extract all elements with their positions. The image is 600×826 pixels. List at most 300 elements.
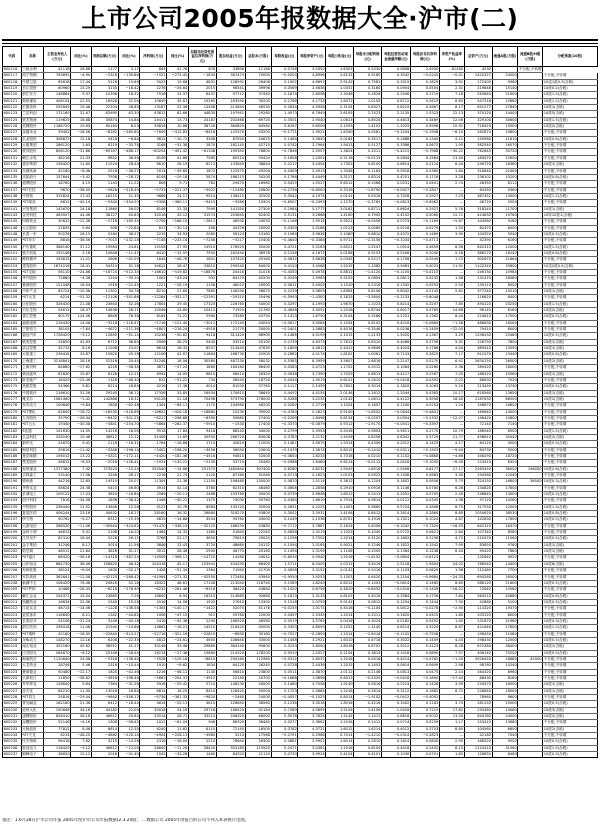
table-cell: 35790 [44,415,71,421]
table-cell: 9852 [91,155,118,161]
table-cell: 600138 [3,193,22,199]
table-cell: 128591 [216,79,245,85]
table-cell: 21.74 [167,473,189,479]
table-cell: −262.37 [167,422,189,428]
table-cell: 0.6104 [354,745,382,751]
table-cell: −198.44 [118,676,140,682]
table-cell: 62400 [245,212,271,218]
table-cell: 13000 [492,492,518,498]
table-cell: 2116 [91,441,118,447]
table-cell: −50.62 [167,333,189,339]
table-cell: −9340 [91,200,118,206]
table-cell: 0.1719 [410,92,439,98]
table-cell: 168730 [216,352,245,358]
table-cell: 10800 [492,415,518,421]
table-cell: 21770 [216,327,245,333]
table-cell: −7146 [140,238,167,244]
table-cell: 64170 [216,276,245,282]
table-cell: 11610 [492,136,518,142]
table-cell: 14080 [492,707,518,713]
table-cell: 22.13 [439,111,464,117]
table-cell: 763895 [44,73,71,79]
table-cell: 84000 [245,263,271,269]
table-cell: 1.5323 [410,111,439,117]
table-cell: 33896 [216,67,245,73]
table-cell: 213450 [464,384,492,390]
table-cell: 1.6750 [298,314,326,320]
table-cell: 航天机电 [21,250,44,256]
table-cell: 1012 [140,720,167,726]
table-cell: −0.0844 [382,409,411,415]
table-cell: 26320 [245,371,271,377]
table-cell: 1.0431 [326,86,354,92]
table-cell: 132640 [464,555,492,561]
table-cell: 600160 [3,301,22,307]
table-cell: 3816 [91,549,118,555]
table-cell: 黑龙股份 [21,460,44,466]
table-cell: 0.1362 [410,314,439,320]
table-cell: 0.8412 [354,511,382,517]
table-cell: 198870 [464,403,492,409]
table-cell: 26860 [188,511,216,517]
table-cell: 106420 [44,580,71,586]
table-cell: 10派1(含税) [543,371,598,377]
table-cell: 22.33 [167,206,189,212]
table-cell: 13650 [492,390,518,396]
table-cell: 326420 [44,301,71,307]
table-cell: 9418 [188,428,216,434]
table-cell: −0.1025 [298,695,326,701]
table-cell: 32000 [245,244,271,250]
table-cell: 12.43 [167,542,189,548]
table-cell: 10转10派1(含税) [543,212,598,218]
table-cell: 4812 [140,637,167,643]
table-cell: 38612 [91,434,118,440]
table-cell: −7649 [140,130,167,136]
table-cell: 0.9860 [354,504,382,510]
table-cell: 30600 [492,117,518,123]
table-cell: 4.8232 [298,466,326,472]
table-cell: 6108 [140,174,167,180]
table-cell: 1177 [91,67,118,73]
table-cell: 2.3154 [326,105,354,111]
table-cell: −0.4783 [271,409,298,415]
table-cell: 4216 [91,365,118,371]
table-cell: 0.1487 [271,441,298,447]
table-cell: 不分配,不转增 [543,555,598,561]
table-cell: 600195 [3,504,22,510]
table-cell: −28.35 [71,587,92,593]
table-cell: 18.52 [118,92,140,98]
table-cell: 1.0914 [382,244,411,250]
table-cell: −268.42 [118,574,140,580]
table-cell: −24.61 [167,637,189,643]
table-cell: −9.84 [71,403,92,409]
table-cell: 2.3199 [298,549,326,555]
table-cell: 600197 [3,517,22,523]
table-cell: 600199 [3,530,22,536]
table-cell: 21.33 [71,155,92,161]
table-cell: 0.1820 [382,384,411,390]
table-cell: −36.56 [71,238,92,244]
table-cell: −0.41 [439,73,464,79]
table-cell: 29.64 [118,714,140,720]
table-cell: 44.46 [71,212,92,218]
table-cell: 0.2808 [410,504,439,510]
table-cell: 10派2(含税) [543,308,598,314]
table-cell: 33810 [188,263,216,269]
table-cell: 1143 [91,181,118,187]
table-cell: 600180 [3,415,22,421]
table-cell: 12040 [492,473,518,479]
table-cell: 26.11 [118,536,140,542]
table-cell: 14000 [492,409,518,415]
table-cell: 0.0632 [271,257,298,263]
table-cell: 16570 [492,143,518,149]
table-cell: 112480 [464,568,492,574]
table-cell: 0.8280 [271,466,298,472]
table-cell: 2.5953 [298,428,326,434]
table-cell: −0.0278 [410,606,439,612]
table-cell: −271.32 [167,574,189,580]
table-cell: 70200 [492,650,518,656]
table-cell: 38.25 [167,339,189,345]
table-cell: 0.8812 [326,270,354,276]
table-cell: 16370 [492,523,518,529]
table-cell: 0.5385 [271,358,298,364]
table-cell: 281250 [464,701,492,707]
table-cell: 9200 [492,447,518,453]
table-cell: 22.36 [71,599,92,605]
table-cell: 216610 [44,390,71,396]
table-cell: 重庆啤酒 [21,162,44,168]
table-cell: 286530 [44,523,71,529]
table-cell: 8618 [140,346,167,352]
table-cell: −24.86 [71,270,92,276]
table-cell: 2.0416 [326,618,354,624]
table-cell: 66400 [245,365,271,371]
table-cell: 不分配,不转增 [543,187,598,193]
table-cell: 600202 [3,549,22,555]
table-cell: 600189 [3,473,22,479]
table-cell: 600143 [3,212,22,218]
table-cell: 6612 [44,200,71,206]
table-cell: −4904 [140,733,167,739]
table-cell: 0.0418 [382,460,411,466]
table-cell: 42180 [464,733,492,739]
table-cell: 2263450 [464,466,492,472]
table-cell: 28640 [140,745,167,751]
table-cell: 600166 [3,333,22,339]
table-cell: 0.2587 [410,371,439,377]
table-cell: 2540 [91,599,118,605]
table-cell: 8.56 [439,244,464,250]
table-cell: 0.0658 [271,568,298,574]
table-cell: 139110 [464,282,492,288]
table-cell: 9870 [44,187,71,193]
table-cell: 0.2316 [354,282,382,288]
table-cell: 28.86 [71,67,92,73]
table-cell: −3.12 [71,745,92,751]
table-cell: 0.0808 [271,485,298,491]
table-cell: 不分配,不转增 [543,631,598,637]
table-cell: 0.2799 [271,428,298,434]
table-cell: 104560 [464,726,492,732]
table-cell: −233.14 [167,238,189,244]
table-cell: 有研硅股 [21,568,44,574]
table-cell: 9360 [492,187,518,193]
table-cell: 4615 [140,517,167,523]
table-cell: 3.95 [439,231,464,237]
table-cell: 178000 [245,396,271,402]
table-cell: — [439,631,464,637]
table-cell: 10派6(含税) [543,561,598,567]
table-cell: 1.3346 [326,168,354,174]
table-cell: 3780 [188,485,216,491]
table-cell: 宏图高科 [21,105,44,111]
table-cell: 9020 [492,555,518,561]
table-cell: 1.8496 [298,415,326,421]
table-cell: 不分配,不转增 [518,67,542,71]
table-cell: 786540 [464,561,492,567]
table-cell: 600229 [3,701,22,707]
table-cell: 32000 [245,504,271,510]
table-cell: −30.22 [439,149,464,155]
table-cell: 1.5114 [298,479,326,485]
table-cell: 华升股份 [21,276,44,282]
table-cell: *ST云大 [21,422,44,428]
table-cell: 15400 [245,238,271,244]
table-cell: 18.31 [118,396,140,402]
table-cell: 573790 [216,396,245,402]
table-cell: 6.63 [439,98,464,104]
table-cell: 10派3(含税) [543,707,598,713]
table-cell: 2016 [91,752,118,758]
table-cell: 42.14 [167,485,189,491]
table-cell: 金鹰股份 [21,720,44,726]
table-cell: −5733 [140,187,167,193]
table-cell: 0.2614 [354,688,382,694]
table-cell: 21.18 [167,396,189,402]
table-cell: 2215 [140,231,167,237]
table-cell: −18.44 [118,701,140,707]
table-cell: 7865 [188,289,216,295]
table-cell: 24.61 [118,244,140,250]
table-cell: 1244 [91,276,118,282]
table-cell: 亚星客车 [21,612,44,618]
table-cell: 10派0.2(含税) [543,86,598,92]
table-cell: 0.2011 [354,612,382,618]
table-cell: 0.6101 [326,377,354,383]
table-cell: 8960 [492,669,518,675]
table-cell: 0.0916 [354,485,382,491]
table-cell: 24.38 [71,485,92,491]
table-cell: 600215 [3,618,22,624]
table-cell: 17600 [492,625,518,631]
table-cell: 21120 [245,752,271,758]
table-cell: *ST昌九 [21,695,44,701]
table-cell: 600153 [3,263,22,269]
table-cell: 4.0895 [298,707,326,713]
table-cell: 6.17 [439,105,464,111]
table-cell: −20.11 [167,492,189,498]
table-cell: 不分配,不转增 [543,453,598,459]
table-cell: 25480 [492,333,518,339]
table-cell: 0.0409 [271,168,298,174]
table-cell: 2.9040 [298,117,326,123]
table-cell: 8507 [188,346,216,352]
table-cell: −0.7320 [410,523,439,529]
table-cell: 0.0701 [410,752,439,758]
table-cell: 8580 [492,530,518,536]
column-header: 代码 [3,47,22,67]
table-cell: 10派0.6(含税) [543,593,598,599]
table-cell: 0.7318 [326,453,354,459]
table-cell: 不分配,不转增 [543,498,598,504]
table-cell: 14.06 [71,320,92,326]
table-cell: 142670 [44,206,71,212]
table-cell: 16928 [91,98,118,104]
table-cell: 2.16 [71,250,92,256]
table-cell: 0.1102 [382,453,411,459]
table-cell: 592845 [44,105,71,111]
table-cell: 13680 [492,720,518,726]
table-cell: 0.8524 [354,117,382,123]
table-cell: 762845 [464,149,492,155]
table-cell: 224610 [464,314,492,320]
table-cell: 6160 [492,238,518,244]
table-cell: 196450 [464,631,492,637]
table-cell: 8000 [492,327,518,333]
table-cell: 0.0511 [271,669,298,675]
table-cell: −321.16 [167,631,189,637]
table-cell: 1.0696 [298,676,326,682]
table-cell: 2.54 [439,282,464,288]
table-cell: 43880 [245,587,271,593]
table-cell: 0.7905 [354,212,382,218]
table-cell: 29716 [188,707,216,713]
table-cell: 11206 [91,346,118,352]
table-cell: 1377380 [44,466,71,472]
table-cell: −15.39 [118,517,140,523]
table-cell: 6712 [91,339,118,345]
table-cell: 184570 [464,155,492,161]
table-cell: 39.48 [167,644,189,650]
table-cell: 2.6098 [298,92,326,98]
table-cell: −0.1439 [410,587,439,593]
table-cell: 16.88 [71,117,92,123]
table-cell: −16610 [140,270,167,276]
table-cell: 不分配,不转增 [543,587,598,593]
table-cell: 43750 [245,314,271,320]
table-cell: 19.65 [71,124,92,130]
table-cell: 创兴科技 [21,498,44,504]
table-cell: 196000 [518,466,543,472]
table-cell: 不分配,不转增 [543,676,598,682]
table-cell: 14510 [188,625,216,631]
table-cell: 600172 [3,371,22,377]
table-cell: 38976 [245,250,271,256]
table-cell: 不分配,不转增 [543,219,598,225]
table-cell: 2.4723 [298,365,326,371]
table-cell: 0.7014 [326,733,354,739]
table-cell: 95420 [464,549,492,555]
table-cell: 0.0253 [410,403,439,409]
table-cell: 377240 [464,289,492,295]
table-cell: 16800 [492,479,518,485]
table-cell: −0.0255 [271,606,298,612]
table-cell: −0.2493 [298,200,326,206]
table-cell: 10派1.5(含税) [543,625,598,631]
table-cell: 0.4127 [382,371,411,377]
table-cell: 51176 [245,606,271,612]
table-cell: — [439,422,464,428]
table-cell: 41.76 [167,67,189,73]
table-cell: 97120 [464,498,492,504]
table-cell: −0.7988 [410,149,439,155]
table-cell: 2316 [140,739,167,745]
table-cell: 12.18 [71,136,92,142]
table-cell: −2716 [91,219,118,225]
table-cell: 2.14 [439,669,464,675]
table-cell: 11304 [140,479,167,485]
table-cell: 62840 [44,409,71,415]
table-cell: 0.0416 [354,656,382,662]
table-cell: −2316 [91,73,118,79]
table-cell: 558 [188,225,216,231]
table-cell: 0.3297 [271,301,298,307]
table-cell: 不分配,不转增 [543,295,598,301]
table-cell: −47.15 [167,612,189,618]
table-cell: 1.95 [439,143,464,149]
table-cell: 5.5163 [298,244,326,250]
table-cell: −0.7527 [271,631,298,637]
table-cell: 12.85 [71,479,92,485]
table-cell: 0.9312 [326,422,354,428]
table-cell: 4.11 [439,136,464,142]
table-cell: 3768 [140,536,167,542]
table-cell: 6412 [91,701,118,707]
table-cell: 6214 [91,384,118,390]
table-cell: 487230 [216,358,245,364]
table-cell: 31248 [140,358,167,364]
table-cell: −42120 [91,574,118,580]
column-header: 每股扣非后净利润(元) [410,47,439,67]
table-cell: 642310 [464,523,492,529]
table-cell: −3456 [188,447,216,453]
table-cell: 0.8014 [326,695,354,701]
table-cell: 131470 [464,276,492,282]
table-cell: 2.5957 [298,149,326,155]
table-cell: −12391 [188,295,216,301]
table-cell: 0.1103 [382,568,411,574]
table-cell: 0.1040 [354,530,382,536]
table-cell: 15860 [188,650,216,656]
table-cell: 600222 [3,663,22,669]
table-cell: −0.0311 [382,447,411,453]
table-cell: 0.2145 [410,289,439,295]
table-cell: 10派0.6(含税) [543,136,598,142]
table-cell: −0.4115 [410,270,439,276]
table-cell: 0.3104 [326,314,354,320]
table-cell: −22640 [91,631,118,637]
table-cell: 1.6214 [354,726,382,732]
table-cell: 600190 [3,479,22,485]
table-cell: 162440 [216,250,245,256]
table-cell: 317550 [464,504,492,510]
table-cell: 32016 [140,212,167,218]
table-cell: 170610 [216,390,245,396]
